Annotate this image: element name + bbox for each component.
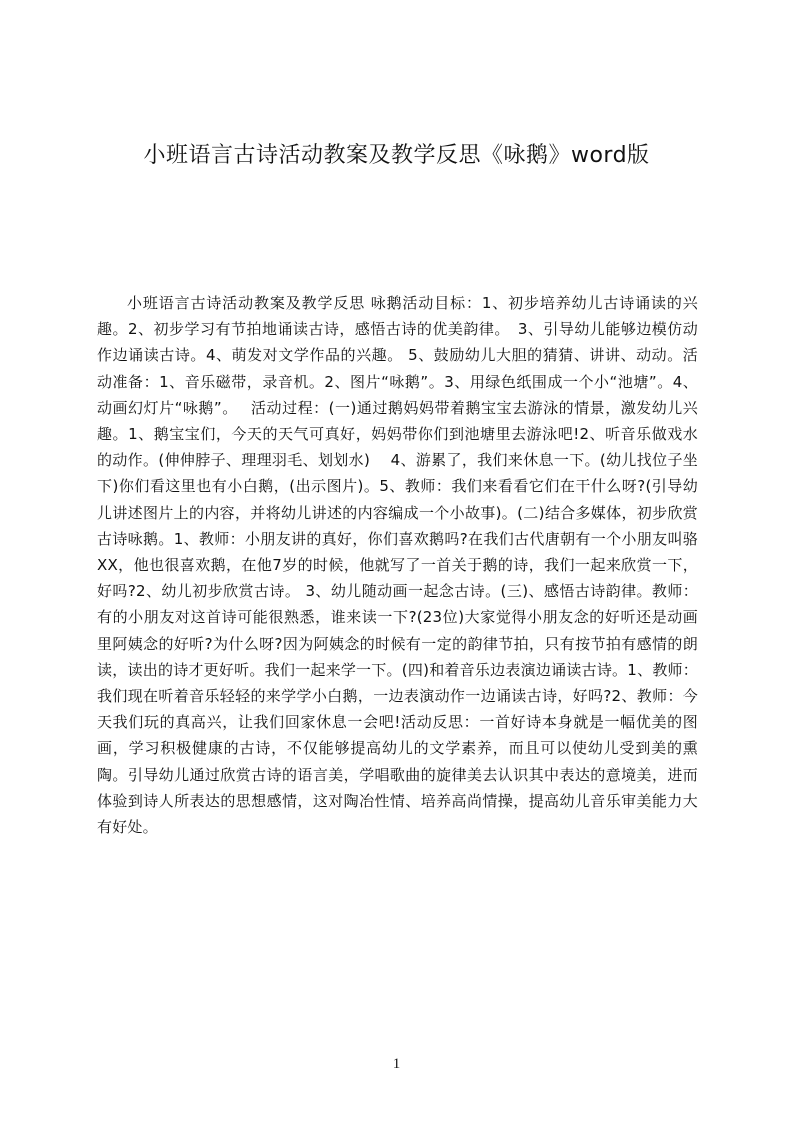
document-body-paragraph: 小班语言古诗活动教案及教学反思 咏鹅活动目标：1、初步培养幼儿古诗诵读的兴趣。2、初步学习有节拍地诵读古诗，感悟古诗的优美韵律。 3、引导幼儿能够边模仿动作边诵读古诗。4、萌发对文学作品的兴趣。 5、鼓励幼儿大胆的猜猜、讲讲、动动。活动准备：1、音乐磁带，录音机。2、图片“咏鹅”。3、用绿色纸围成一个小“池塘”。4、动画幻灯片“咏鹅”。 活动过程：(一)通过鹅妈妈带着鹅宝宝去游泳的情景，激发幼儿兴趣。1、鹅宝宝们，今天的天气可真好，妈妈带你们到池塘里去游泳吧!2、听音乐做戏水的动作。(伸伸脖子、理理羽毛、划划水) 4、游累了，我们来休息一下。(幼儿找位子坐下)你们看这里也有小白鹅，(出示图片)。5、教师：我们来看看它们在干什么呀?(引导幼儿讲述图片上的内容，并将幼儿讲述的内容编成一个小故事)。(二)结合多媒体，初步欣赏古诗咏鹅。1、教师：小朋友讲的真好，你们喜欢鹅吗?在我们古代唐朝有一个小朋友叫骆XX，他也很喜欢鹅，在他7岁的时候，他就写了一首关于鹅的诗，我们一起来欣赏一下，好吗?2、幼儿初步欣赏古诗。 3、幼儿随动画一起念古诗。(三)、感悟古诗韵律。教师：有的小朋友对这首诗可能很熟悉，谁来读一下?(23位)大家觉得小朋友念的好听还是动画里阿姨念的好听?为什么呀?因为阿姨念的时候有一定的韵律节拍，只有按节拍有感情的朗读，读出的诗才更好听。我们一起来学一下。(四)和着音乐边表演边诵读古诗。1、教师：我们现在听着音乐轻轻的来学学小白鹅，一边表演动作一边诵读古诗，好吗?2、教师：今天我们玩的真高兴，让我们回家休息一会吧!活动反思：一首好诗本身就是一幅优美的图画，学习积极健康的古诗，不仅能够提高幼儿的文学素养，而且可以使幼儿受到美的熏陶。引导幼儿通过欣赏古诗的语言美，学唱歌曲的旋律美去认识其中表达的意境美，进而体验到诗人所表达的思想感情，这对陶冶性情、培养高尚情操，提高幼儿音乐审美能力大有好处。 — [97, 294, 698, 837]
page-number: 1 — [392, 1056, 401, 1072]
document-title: 小班语言古诗活动教案及教学反思《咏鹅》word版 — [143, 143, 650, 168]
